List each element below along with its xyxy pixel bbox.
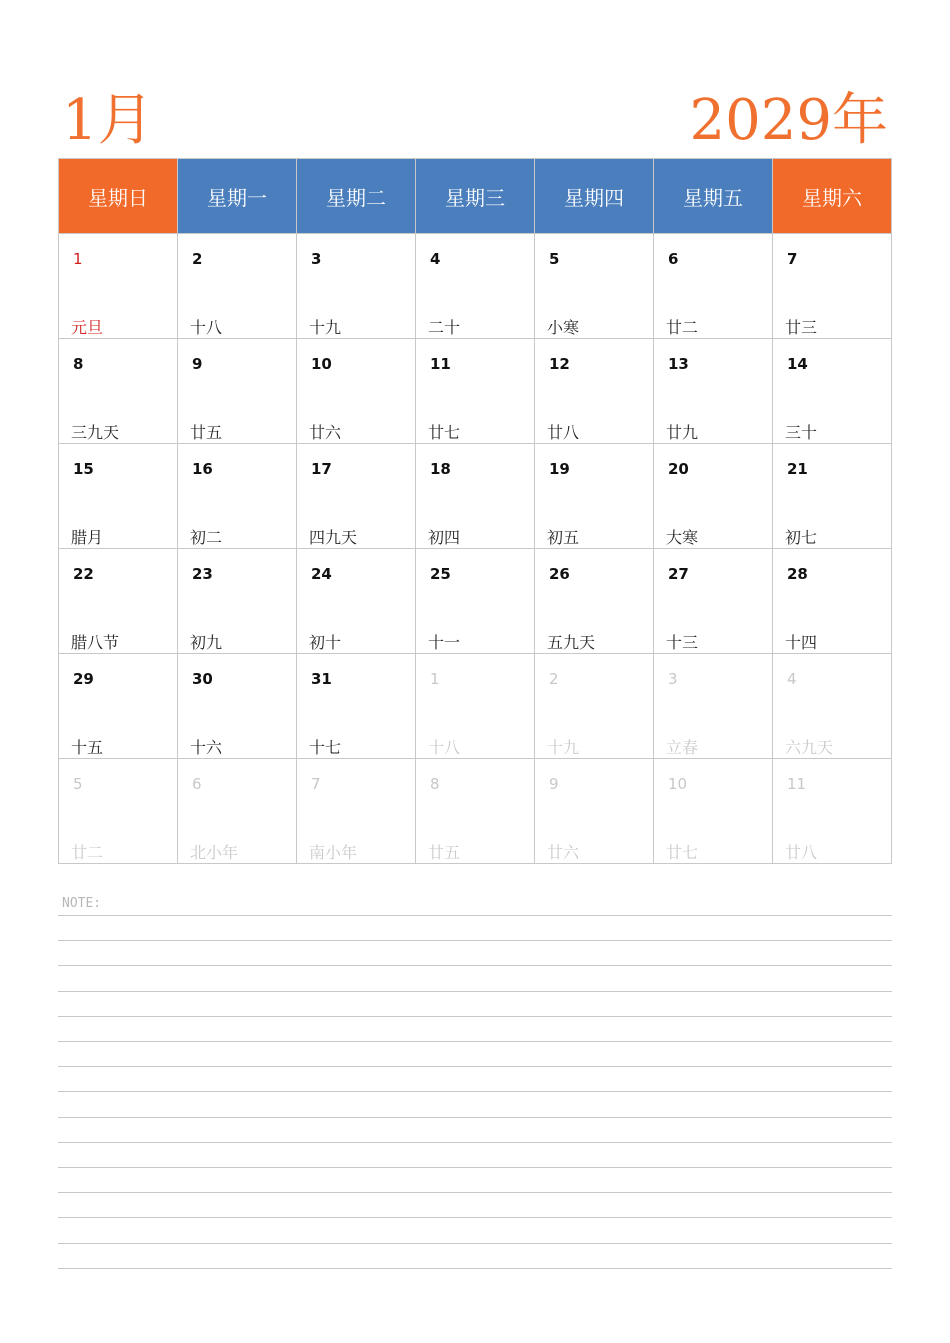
day-number: 8 [430,775,440,793]
day-number: 14 [787,355,808,373]
lunar-date: 三九天 [71,423,120,442]
week-row [59,444,892,549]
day-number: 6 [192,775,202,793]
year-title: 2029年 [689,88,888,153]
day-number: 8 [73,355,84,373]
note-line[interactable] [58,1268,892,1269]
lunar-date: 廿七 [428,423,461,442]
lunar-date: 十五 [71,738,104,757]
note-label: NOTE: [62,896,102,911]
day-number: 12 [549,355,570,373]
weekday-header-wed: 星期三 [416,159,535,234]
day-number: 7 [311,775,321,793]
note-line[interactable] [58,1066,892,1067]
day-number: 30 [192,670,213,688]
day-cell[interactable] [535,444,654,549]
day-number: 31 [311,670,332,688]
lunar-date: 南小年 [309,843,358,862]
lunar-date: 廿三 [785,318,818,337]
calendar-body [59,234,892,864]
lunar-date: 廿九 [666,423,699,442]
day-cell[interactable] [297,759,416,864]
weekday-header-sun: 星期日 [59,159,178,234]
day-number: 29 [73,670,94,688]
week-row [59,549,892,654]
lunar-date: 二十 [428,318,461,337]
lunar-date: 十八 [428,738,461,757]
day-number: 11 [430,355,451,373]
day-number: 1 [73,250,83,268]
lunar-date: 十八 [190,318,223,337]
day-number: 3 [311,250,322,268]
lunar-date: 廿七 [666,843,699,862]
day-number: 10 [311,355,332,373]
day-cell[interactable] [535,234,654,339]
note-line[interactable] [58,940,892,941]
lunar-date: 初二 [190,528,223,547]
lunar-date: 小寒 [547,318,580,337]
day-cell[interactable] [773,654,892,759]
note-line[interactable] [58,1117,892,1118]
lunar-date: 初五 [547,528,580,547]
note-line[interactable] [58,965,892,966]
day-cell[interactable] [416,759,535,864]
day-cell[interactable] [654,759,773,864]
day-number: 17 [311,460,332,478]
weekday-header-fri: 星期五 [654,159,773,234]
day-cell[interactable] [297,234,416,339]
day-cell[interactable] [416,339,535,444]
day-number: 16 [192,460,213,478]
day-cell[interactable] [178,234,297,339]
lunar-date: 廿六 [547,843,580,862]
note-line[interactable] [58,1243,892,1244]
day-cell[interactable] [59,549,178,654]
calendar-grid [58,158,892,864]
day-number: 15 [73,460,94,478]
day-number: 23 [192,565,213,583]
lunar-date: 五九天 [547,633,596,652]
lunar-date: 廿八 [547,423,580,442]
day-cell[interactable] [654,339,773,444]
lunar-date: 元旦 [71,318,104,337]
day-cell[interactable] [654,654,773,759]
lunar-date: 廿二 [71,843,104,862]
day-cell[interactable] [297,339,416,444]
day-cell[interactable] [178,339,297,444]
day-cell[interactable] [59,444,178,549]
weekday-header-sat: 星期六 [773,159,892,234]
day-number: 9 [549,775,559,793]
day-cell[interactable] [535,759,654,864]
note-line[interactable] [58,1167,892,1168]
note-line[interactable] [58,1041,892,1042]
day-cell[interactable] [654,234,773,339]
day-cell[interactable] [297,444,416,549]
note-line[interactable] [58,1142,892,1143]
day-cell[interactable] [535,654,654,759]
lunar-date: 十九 [309,318,342,337]
day-number: 3 [668,670,678,688]
weekday-header-thu: 星期四 [535,159,654,234]
note-line[interactable] [58,1192,892,1193]
week-row [59,339,892,444]
day-number: 6 [668,250,679,268]
lunar-date: 腊月 [71,528,104,547]
lunar-date: 十七 [309,738,342,757]
day-cell[interactable] [59,759,178,864]
day-cell[interactable] [297,654,416,759]
lunar-date: 十一 [428,633,461,652]
weekday-header-mon: 星期一 [178,159,297,234]
day-number: 1 [430,670,440,688]
day-cell[interactable] [535,339,654,444]
lunar-date: 廿二 [666,318,699,337]
lunar-date: 腊八节 [71,633,120,652]
day-number: 5 [73,775,83,793]
lunar-date: 廿六 [309,423,342,442]
day-number: 9 [192,355,203,373]
day-number: 2 [549,670,559,688]
day-number: 21 [787,460,808,478]
day-cell[interactable] [773,234,892,339]
weekday-header-row [59,159,892,234]
day-number: 24 [311,565,332,583]
lunar-date: 廿八 [785,843,818,862]
lunar-date: 北小年 [190,843,239,862]
day-cell[interactable] [535,549,654,654]
lunar-date: 大寒 [666,528,699,547]
day-number: 18 [430,460,451,478]
day-cell[interactable] [773,759,892,864]
day-number: 25 [430,565,451,583]
day-cell[interactable] [654,549,773,654]
week-row [59,234,892,339]
lunar-date: 初十 [309,633,342,652]
day-number: 7 [787,250,798,268]
month-title: 1月 [62,88,154,153]
day-number: 22 [73,565,94,583]
note-line[interactable] [58,1091,892,1092]
day-cell[interactable] [773,339,892,444]
lunar-date: 十三 [666,633,699,652]
lunar-date: 初四 [428,528,461,547]
day-number: 19 [549,460,570,478]
note-line[interactable] [58,915,892,916]
day-number: 20 [668,460,689,478]
note-line[interactable] [58,1016,892,1017]
lunar-date: 十九 [547,738,580,757]
day-cell[interactable] [773,444,892,549]
day-number: 2 [192,250,203,268]
lunar-date: 四九天 [309,528,358,547]
day-cell[interactable] [416,234,535,339]
day-number: 26 [549,565,570,583]
day-cell[interactable] [59,339,178,444]
day-number: 5 [549,250,560,268]
day-cell[interactable] [59,654,178,759]
lunar-date: 廿五 [428,843,461,862]
day-cell[interactable] [416,444,535,549]
day-cell[interactable] [178,654,297,759]
day-cell[interactable] [773,549,892,654]
day-number: 4 [787,670,797,688]
note-line[interactable] [58,991,892,992]
week-row [59,759,892,864]
day-cell[interactable] [416,549,535,654]
lunar-date: 廿五 [190,423,223,442]
lunar-date: 三十 [785,423,818,442]
day-number: 13 [668,355,689,373]
lunar-date: 十四 [785,633,818,652]
lunar-date: 六九天 [785,738,834,757]
day-number: 11 [787,775,807,793]
day-number: 10 [668,775,688,793]
day-cell[interactable] [416,654,535,759]
day-cell[interactable] [59,234,178,339]
day-number: 28 [787,565,808,583]
weekday-header-tue: 星期二 [297,159,416,234]
day-number: 27 [668,565,689,583]
lunar-date: 立春 [666,738,699,757]
note-line[interactable] [58,1217,892,1218]
lunar-date: 初九 [190,633,223,652]
day-cell[interactable] [654,444,773,549]
day-number: 4 [430,250,441,268]
day-cell[interactable] [178,549,297,654]
day-cell[interactable] [297,549,416,654]
day-cell[interactable] [178,444,297,549]
lunar-date: 十六 [190,738,223,757]
week-row [59,654,892,759]
day-cell[interactable] [178,759,297,864]
lunar-date: 初七 [785,528,818,547]
